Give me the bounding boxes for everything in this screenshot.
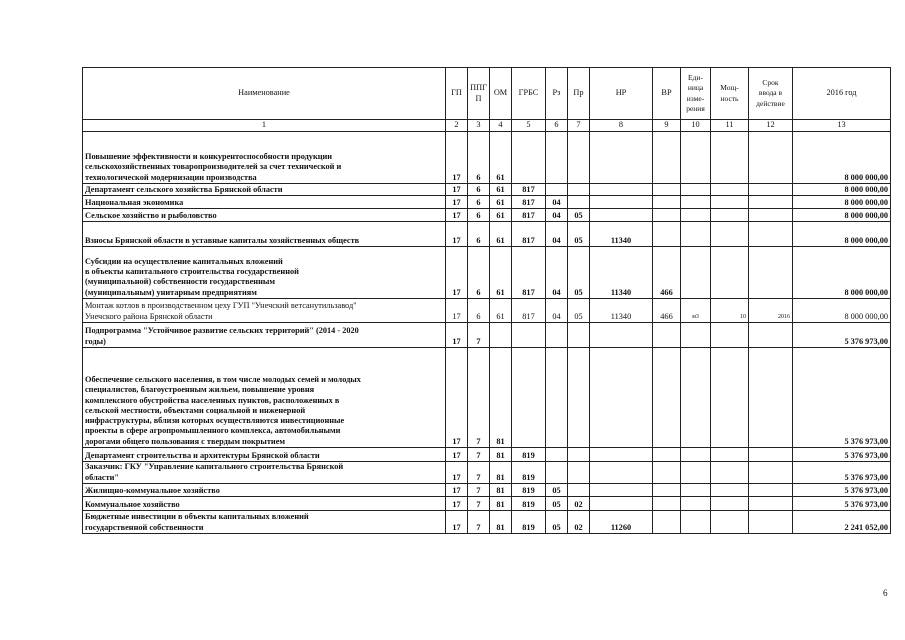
cell-nr <box>590 184 653 196</box>
header-unit: Еди- ница изме- рения <box>681 68 711 120</box>
col-number: 3 <box>468 120 490 132</box>
cell-name: Департамент строительства и архитектуры Брянской области <box>83 448 446 462</box>
cell-gp: 17 <box>446 247 468 299</box>
table-row <box>83 323 891 348</box>
cell-pr <box>568 484 590 497</box>
cell-grbs: 819 <box>512 462 546 484</box>
cell-name: Жилищно-коммунальное хозяйство <box>83 484 446 497</box>
cell-name: Монтаж котлов в производственном цеху ГУП "Унечский ветсанутильзавод" Унечского района Брянской области <box>83 299 446 323</box>
cell-vr <box>653 209 681 222</box>
cell-pr: 05 <box>568 299 590 323</box>
cell-grbs: 817 <box>512 222 546 247</box>
cell-unit <box>681 348 711 448</box>
cell-rz: 04 <box>546 222 568 247</box>
cell-amount: 5 376 973,00 <box>793 462 891 484</box>
cell-unit <box>681 247 711 299</box>
cell-pr <box>568 448 590 462</box>
cell-ppgp: 6 <box>468 132 490 184</box>
cell-power <box>711 511 749 534</box>
cell-amount: 8 000 000,00 <box>793 132 891 184</box>
cell-term <box>749 484 793 497</box>
cell-name: Бюджетные инвестиции в объекты капитальных вложений государственной собственности <box>83 511 446 534</box>
cell-term <box>749 462 793 484</box>
cell-grbs <box>512 132 546 184</box>
cell-om: 81 <box>490 348 512 448</box>
cell-om: 61 <box>490 209 512 222</box>
cell-term <box>749 348 793 448</box>
table-row <box>83 209 891 222</box>
cell-grbs: 817 <box>512 209 546 222</box>
cell-unit <box>681 132 711 184</box>
cell-ppgp: 6 <box>468 299 490 323</box>
cell-unit <box>681 462 711 484</box>
cell-om: 61 <box>490 132 512 184</box>
cell-rz: 04 <box>546 299 568 323</box>
cell-pr: 02 <box>568 511 590 534</box>
cell-vr: 466 <box>653 247 681 299</box>
cell-term <box>749 247 793 299</box>
col-number: 8 <box>590 120 653 132</box>
cell-vr: 466 <box>653 299 681 323</box>
cell-gp: 17 <box>446 184 468 196</box>
col-number: 9 <box>653 120 681 132</box>
cell-unit <box>681 323 711 348</box>
cell-gp: 17 <box>446 497 468 511</box>
cell-unit <box>681 222 711 247</box>
col-number: 11 <box>711 120 749 132</box>
cell-gp: 17 <box>446 209 468 222</box>
cell-rz: 04 <box>546 247 568 299</box>
cell-term <box>749 511 793 534</box>
cell-unit <box>681 484 711 497</box>
table-row <box>83 448 891 462</box>
cell-ppgp: 7 <box>468 323 490 348</box>
header-pr: Пр <box>568 68 590 120</box>
cell-term <box>749 448 793 462</box>
cell-amount: 5 376 973,00 <box>793 497 891 511</box>
cell-rz: 05 <box>546 484 568 497</box>
cell-rz <box>546 462 568 484</box>
cell-rz: 05 <box>546 497 568 511</box>
cell-power <box>711 448 749 462</box>
cell-om <box>490 323 512 348</box>
cell-gp: 17 <box>446 299 468 323</box>
cell-nr <box>590 196 653 209</box>
cell-pr <box>568 462 590 484</box>
table-body <box>83 132 891 534</box>
cell-name: Подпрограмма "Устойчивое развитие сельских территорий" (2014 - 2020 годы) <box>83 323 446 348</box>
cell-vr <box>653 132 681 184</box>
cell-grbs: 817 <box>512 184 546 196</box>
cell-gp: 17 <box>446 323 468 348</box>
cell-unit <box>681 511 711 534</box>
cell-power <box>711 247 749 299</box>
cell-unit <box>681 196 711 209</box>
cell-term <box>749 132 793 184</box>
cell-nr <box>590 323 653 348</box>
cell-amount: 2 241 052,00 <box>793 511 891 534</box>
cell-unit <box>681 209 711 222</box>
cell-grbs <box>512 348 546 448</box>
cell-rz <box>546 348 568 448</box>
col-number: 2 <box>446 120 468 132</box>
cell-amount: 8 000 000,00 <box>793 184 891 196</box>
cell-amount: 8 000 000,00 <box>793 222 891 247</box>
cell-grbs: 817 <box>512 299 546 323</box>
cell-rz <box>546 184 568 196</box>
header-term: Срок ввода в действие <box>749 68 793 120</box>
header-om: ОМ <box>490 68 512 120</box>
table-row <box>83 348 891 448</box>
table-row <box>83 511 891 534</box>
cell-pr: 05 <box>568 209 590 222</box>
cell-pr: 05 <box>568 247 590 299</box>
cell-power: 10 <box>711 299 749 323</box>
cell-ppgp: 7 <box>468 497 490 511</box>
header-vr: ВР <box>653 68 681 120</box>
table-row <box>83 462 891 484</box>
cell-unit <box>681 497 711 511</box>
cell-name: Субсидии на осуществление капитальных вложений в объекты капитального строительства государственной (муниципальной) собственности государственным (муниципальным) унитарным предприятиям <box>83 247 446 299</box>
cell-nr <box>590 484 653 497</box>
header-power: Мощ- ность <box>711 68 749 120</box>
cell-vr <box>653 222 681 247</box>
cell-nr <box>590 462 653 484</box>
cell-pr: 05 <box>568 222 590 247</box>
cell-nr: 11260 <box>590 511 653 534</box>
cell-power <box>711 184 749 196</box>
col-number: 5 <box>512 120 546 132</box>
col-number: 4 <box>490 120 512 132</box>
cell-gp: 17 <box>446 348 468 448</box>
table-row <box>83 132 891 184</box>
cell-rz <box>546 132 568 184</box>
cell-gp: 17 <box>446 484 468 497</box>
cell-om: 61 <box>490 222 512 247</box>
cell-amount: 8 000 000,00 <box>793 247 891 299</box>
header-rz: Рз <box>546 68 568 120</box>
col-number: 10 <box>681 120 711 132</box>
table-row <box>83 222 891 247</box>
cell-vr <box>653 511 681 534</box>
table-row <box>83 299 891 323</box>
header-year: 2016 год <box>793 68 891 120</box>
cell-ppgp: 7 <box>468 484 490 497</box>
cell-grbs: 819 <box>512 484 546 497</box>
cell-amount: 5 376 973,00 <box>793 448 891 462</box>
cell-name: Повышение эффективности и конкурентоспособности продукции сельскохозяйственных товаропроизводителей за счет технической и технологической модернизации производства <box>83 132 446 184</box>
cell-name: Коммунальное хозяйство <box>83 497 446 511</box>
cell-unit <box>681 448 711 462</box>
cell-ppgp: 7 <box>468 462 490 484</box>
cell-nr <box>590 132 653 184</box>
cell-vr <box>653 497 681 511</box>
cell-pr <box>568 348 590 448</box>
cell-pr <box>568 323 590 348</box>
cell-power <box>711 497 749 511</box>
cell-amount: 5 376 973,00 <box>793 323 891 348</box>
cell-unit: м3 <box>681 299 711 323</box>
cell-pr: 02 <box>568 497 590 511</box>
cell-vr <box>653 348 681 448</box>
header-grbs: ГРБС <box>512 68 546 120</box>
cell-pr <box>568 132 590 184</box>
table-row <box>83 184 891 196</box>
cell-gp: 17 <box>446 222 468 247</box>
cell-rz: 04 <box>546 209 568 222</box>
cell-nr <box>590 348 653 448</box>
cell-amount: 8 000 000,00 <box>793 299 891 323</box>
header-row <box>83 68 891 120</box>
cell-rz <box>546 323 568 348</box>
cell-term <box>749 323 793 348</box>
cell-unit <box>681 184 711 196</box>
cell-vr <box>653 196 681 209</box>
cell-om: 61 <box>490 247 512 299</box>
cell-pr <box>568 184 590 196</box>
cell-rz <box>546 448 568 462</box>
col-number: 12 <box>749 120 793 132</box>
cell-nr: 11340 <box>590 247 653 299</box>
cell-power <box>711 196 749 209</box>
header-nr: НР <box>590 68 653 120</box>
cell-om: 61 <box>490 299 512 323</box>
col-number: 1 <box>83 120 446 132</box>
cell-power <box>711 484 749 497</box>
col-number: 7 <box>568 120 590 132</box>
table-row <box>83 484 891 497</box>
header-name: Наименование <box>83 68 446 120</box>
cell-term <box>749 184 793 196</box>
cell-ppgp: 6 <box>468 209 490 222</box>
cell-name: Сельское хозяйство и рыболовство <box>83 209 446 222</box>
page-number: 6 <box>883 588 888 598</box>
header-gp: ГП <box>446 68 468 120</box>
cell-gp: 17 <box>446 448 468 462</box>
cell-grbs <box>512 323 546 348</box>
cell-name: Обеспечение сельского населения, в том числе молодых семей и молодых специалистов, благоустроенным жильем, повышение уровня комплексного обустройства населенных пунктов, расположенных в сельской местности, объектами социальной и инженерной инфраструктуры, вблизи которых осуществляются инвестиционные проекты в сфере агропромышленного комплекса, автомобильными дорогами общего пользования с твердым покрытием <box>83 348 446 448</box>
column-numbers-row <box>83 120 891 132</box>
header-ppgp: ППГ П <box>468 68 490 120</box>
cell-vr <box>653 484 681 497</box>
cell-rz: 04 <box>546 196 568 209</box>
col-number: 6 <box>546 120 568 132</box>
cell-name: Взносы Брянской области в уставные капиталы хозяйственных обществ <box>83 222 446 247</box>
cell-vr <box>653 462 681 484</box>
cell-term <box>749 222 793 247</box>
cell-power <box>711 462 749 484</box>
cell-grbs: 817 <box>512 196 546 209</box>
cell-nr <box>590 497 653 511</box>
cell-power <box>711 209 749 222</box>
cell-term <box>749 497 793 511</box>
cell-ppgp: 6 <box>468 222 490 247</box>
cell-om: 61 <box>490 184 512 196</box>
cell-nr <box>590 209 653 222</box>
cell-gp: 17 <box>446 511 468 534</box>
cell-ppgp: 6 <box>468 196 490 209</box>
cell-grbs: 819 <box>512 511 546 534</box>
cell-amount: 8 000 000,00 <box>793 196 891 209</box>
cell-om: 81 <box>490 497 512 511</box>
cell-gp: 17 <box>446 132 468 184</box>
cell-term: 2016 <box>749 299 793 323</box>
table-row <box>83 497 891 511</box>
cell-gp: 17 <box>446 462 468 484</box>
col-number: 13 <box>793 120 891 132</box>
cell-nr: 11340 <box>590 222 653 247</box>
cell-ppgp: 6 <box>468 247 490 299</box>
cell-vr <box>653 184 681 196</box>
cell-ppgp: 7 <box>468 348 490 448</box>
cell-nr: 11340 <box>590 299 653 323</box>
cell-om: 81 <box>490 462 512 484</box>
cell-grbs: 819 <box>512 497 546 511</box>
cell-name: Заказчик: ГКУ "Управление капитального строительства Брянской области" <box>83 462 446 484</box>
budget-table <box>82 67 891 534</box>
cell-gp: 17 <box>446 196 468 209</box>
cell-ppgp: 7 <box>468 448 490 462</box>
cell-power <box>711 348 749 448</box>
cell-ppgp: 7 <box>468 511 490 534</box>
cell-name: Департамент сельского хозяйства Брянской области <box>83 184 446 196</box>
cell-rz: 05 <box>546 511 568 534</box>
cell-term <box>749 196 793 209</box>
cell-amount: 8 000 000,00 <box>793 209 891 222</box>
table-row <box>83 196 891 209</box>
cell-vr <box>653 448 681 462</box>
cell-grbs: 819 <box>512 448 546 462</box>
cell-pr <box>568 196 590 209</box>
cell-grbs: 817 <box>512 247 546 299</box>
cell-power <box>711 132 749 184</box>
cell-om: 81 <box>490 484 512 497</box>
cell-name: Национальная экономика <box>83 196 446 209</box>
cell-ppgp: 6 <box>468 184 490 196</box>
cell-vr <box>653 323 681 348</box>
cell-om: 81 <box>490 448 512 462</box>
cell-power <box>711 323 749 348</box>
cell-om: 61 <box>490 196 512 209</box>
cell-amount: 5 376 973,00 <box>793 348 891 448</box>
cell-amount: 5 376 973,00 <box>793 484 891 497</box>
cell-term <box>749 209 793 222</box>
cell-om: 81 <box>490 511 512 534</box>
table-row <box>83 247 891 299</box>
cell-power <box>711 222 749 247</box>
cell-nr <box>590 448 653 462</box>
